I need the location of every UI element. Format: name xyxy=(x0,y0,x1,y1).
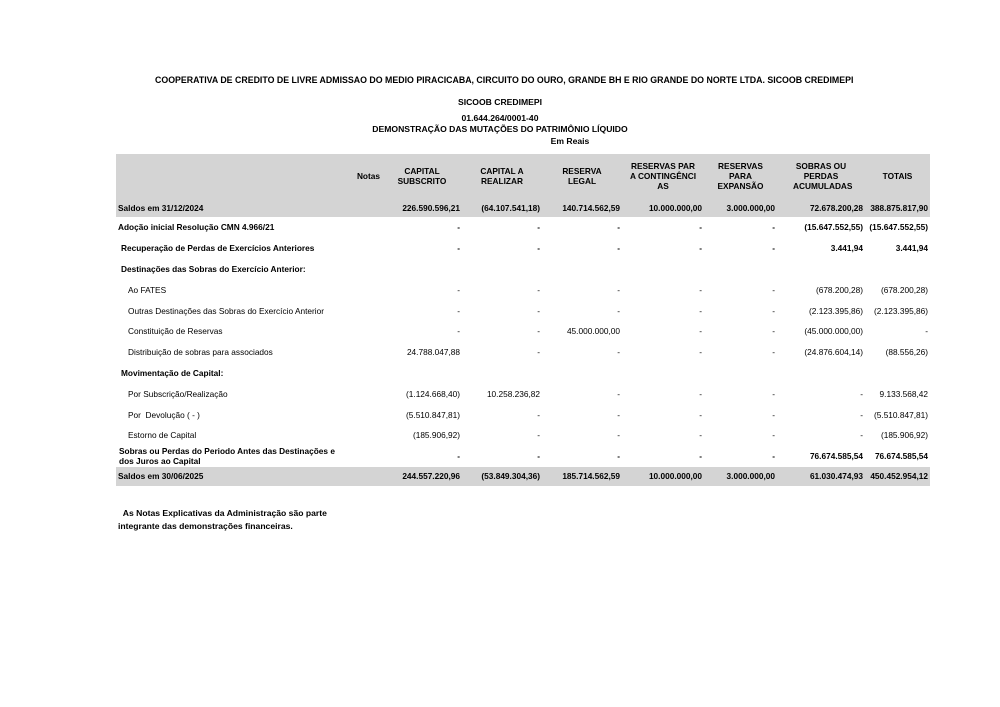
cell-value: (185.906,92) xyxy=(412,430,460,441)
cell-value: - xyxy=(617,451,620,462)
row-label: Por Devolução ( - ) xyxy=(128,409,200,420)
col-capital-a-realizar: CAPITAL A REALIZAR xyxy=(462,154,542,198)
table-row xyxy=(116,300,930,321)
cell-value: - xyxy=(699,388,702,399)
table-row xyxy=(116,238,930,259)
cell-value: - xyxy=(860,409,863,420)
cell-value: 76.674.585,54 xyxy=(809,451,863,462)
cell-value: 10.000.000,00 xyxy=(622,198,704,217)
table-row-section xyxy=(116,363,930,384)
cell-value: - xyxy=(699,347,702,358)
cell-value: - xyxy=(537,430,540,441)
cnpj: 01.644.264/0001-40 xyxy=(461,113,539,123)
cell-value: (2.123.395,86) xyxy=(874,305,928,316)
cell-value: - xyxy=(537,326,540,337)
cell-value: - xyxy=(617,347,620,358)
cell-value: 24.788.047,88 xyxy=(406,347,460,358)
cell-value: - xyxy=(537,222,540,233)
col-capital-subscrito: CAPITAL SUBSCRITO xyxy=(382,154,462,198)
cell-value: (45.000.000,00) xyxy=(804,326,863,337)
header-row xyxy=(116,154,930,198)
cell-value: - xyxy=(772,243,775,254)
cell-value: - xyxy=(772,326,775,337)
row-label: Outras Destinações das Sobras do Exercício Anterior xyxy=(128,305,324,316)
table-row xyxy=(116,342,930,363)
cell-value: - xyxy=(617,284,620,295)
short-name: SICOOB CREDIMEPI xyxy=(457,97,543,107)
cell-value: 226.590.596,21 xyxy=(382,198,462,217)
cell-value: - xyxy=(617,243,620,254)
footnote xyxy=(118,507,358,533)
cell-value: (53.849.304,36) xyxy=(462,467,542,486)
cell-value: 3.000.000,00 xyxy=(704,198,777,217)
table-row xyxy=(116,279,930,300)
cell-value: - xyxy=(537,305,540,316)
table-row-opening-balance xyxy=(116,198,930,217)
cell-value: - xyxy=(699,222,702,233)
cell-value: - xyxy=(617,222,620,233)
cell-value: 140.714.562,59 xyxy=(542,198,622,217)
cell-value: - xyxy=(772,430,775,441)
cell-value: - xyxy=(617,430,620,441)
cell-value: 3.441,94 xyxy=(830,243,863,254)
cell-value: - xyxy=(860,430,863,441)
row-label: Adoção inicial Resolução CMN 4.966/21 xyxy=(118,222,275,233)
cell-value: - xyxy=(699,305,702,316)
cell-value: (5.510.847,81) xyxy=(406,409,460,420)
cell-value: - xyxy=(537,409,540,420)
cell-value: 388.875.817,90 xyxy=(865,198,930,217)
cell-value: - xyxy=(699,284,702,295)
cell-value: - xyxy=(537,451,540,462)
cell-value: 185.714.562,59 xyxy=(542,467,622,486)
col-reservas-expansao: RESERVAS PARA EXPANSÃO xyxy=(704,154,777,198)
cell-value: 76.674.585,54 xyxy=(874,451,928,462)
cell-value: 10.258.236,82 xyxy=(486,388,540,399)
row-label: Constituição de Reservas xyxy=(128,326,223,337)
cell-value: - xyxy=(699,430,702,441)
cell-value: - xyxy=(537,243,540,254)
cell-value: (5.510.847,81) xyxy=(874,409,928,420)
section-label: Movimentação de Capital: xyxy=(121,367,224,378)
cell-value: 3.441,94 xyxy=(895,243,928,254)
cell-value: - xyxy=(699,326,702,337)
cell-value: - xyxy=(457,451,460,462)
cell-value: 72.678.200,28 xyxy=(777,198,865,217)
cell-value: - xyxy=(617,409,620,420)
cell-value: - xyxy=(772,347,775,358)
equity-changes-table xyxy=(116,154,930,486)
row-label: Distribuição de sobras para associados xyxy=(128,347,273,358)
table-row xyxy=(116,446,930,467)
row-label: Saldos em 31/12/2024 xyxy=(116,198,347,217)
cell-value: - xyxy=(617,305,620,316)
row-label: Recuperação de Perdas de Exercícios Anteriores xyxy=(121,243,315,254)
cell-value: (678.200,28) xyxy=(815,284,863,295)
cell-value: - xyxy=(617,388,620,399)
cell-value: (678.200,28) xyxy=(880,284,928,295)
cell-value: - xyxy=(772,409,775,420)
cell-value: (64.107.541,18) xyxy=(462,198,542,217)
row-label: Saldos em 30/06/2025 xyxy=(116,467,347,486)
cell-value: - xyxy=(772,305,775,316)
cell-value: - xyxy=(699,409,702,420)
cell-value: - xyxy=(457,305,460,316)
entity-title: COOPERATIVA DE CREDITO DE LIVRE ADMISSAO DO MEDIO PIRACICABA, CIRCUITO DO OURO, GRANDE BH E RIO GRANDE DO NORTE LTDA. SICOOB CREDIMEPI xyxy=(155,75,854,85)
cell-value: 10.000.000,00 xyxy=(622,467,704,486)
col-totais: TOTAIS xyxy=(865,154,930,198)
currency-unit: Em Reais xyxy=(550,136,590,146)
cell-value: - xyxy=(457,243,460,254)
cell-value: (185.906,92) xyxy=(880,430,928,441)
cell-value: (1.124.668,40) xyxy=(406,388,460,399)
table-row xyxy=(116,321,930,342)
section-label: Destinações das Sobras do Exercício Anterior: xyxy=(121,263,306,274)
cell-value: - xyxy=(699,243,702,254)
cell-value: (15.647.552,55) xyxy=(869,222,928,233)
row-label: Por Subscrição/Realização xyxy=(128,388,228,399)
table-row xyxy=(116,217,930,238)
cell-value: - xyxy=(772,222,775,233)
cell-value: 3.000.000,00 xyxy=(704,467,777,486)
cell-value: 45.000.000,00 xyxy=(566,326,620,337)
cell-value: - xyxy=(925,326,928,337)
cell-value: (24.876.604,14) xyxy=(804,347,863,358)
table-row-section xyxy=(116,259,930,280)
col-notas: Notas xyxy=(347,154,382,198)
cell-value: (15.647.552,55) xyxy=(804,222,863,233)
cell-value: - xyxy=(772,388,775,399)
col-reservas-contingencias: RESERVAS PARA CONTINGÊNCIAS xyxy=(622,154,704,198)
table-row xyxy=(116,404,930,425)
cell-value: - xyxy=(772,451,775,462)
cell-value: - xyxy=(537,284,540,295)
cell-value: 9.133.568,42 xyxy=(879,388,928,399)
row-label: Sobras ou Perdas do Periodo Antes das Destinações e dos Juros ao Capital xyxy=(119,446,335,467)
cell-value: 244.557.220,96 xyxy=(382,467,462,486)
col-reserva-legal: RESERVA LEGAL xyxy=(542,154,622,198)
table-row xyxy=(116,383,930,404)
row-label: Ao FATES xyxy=(128,284,167,295)
cell-value: - xyxy=(457,326,460,337)
footnote-text: As Notas Explicativas da Administração são parte integrante das demonstrações financeiras. xyxy=(118,508,327,531)
row-label: Estorno de Capital xyxy=(128,430,197,441)
cell-value: - xyxy=(537,347,540,358)
cell-value: - xyxy=(457,222,460,233)
col-sobras-perdas: SOBRAS OU PERDAS ACUMULADAS xyxy=(777,154,865,198)
cell-value: - xyxy=(699,451,702,462)
cell-value: - xyxy=(860,388,863,399)
cell-value: (88.556,26) xyxy=(885,347,928,358)
cell-value: - xyxy=(772,284,775,295)
cell-value: - xyxy=(457,284,460,295)
table-row xyxy=(116,425,930,446)
col-label xyxy=(116,154,347,198)
statement-title: DEMONSTRAÇÃO DAS MUTAÇÕES DO PATRIMÔNIO LÍQUIDO xyxy=(372,124,628,134)
table-row-closing-balance xyxy=(116,467,930,486)
cell-value: (2.123.395,86) xyxy=(809,305,863,316)
cell-value: 450.452.954,12 xyxy=(865,467,930,486)
cell-value: 61.030.474,93 xyxy=(777,467,865,486)
